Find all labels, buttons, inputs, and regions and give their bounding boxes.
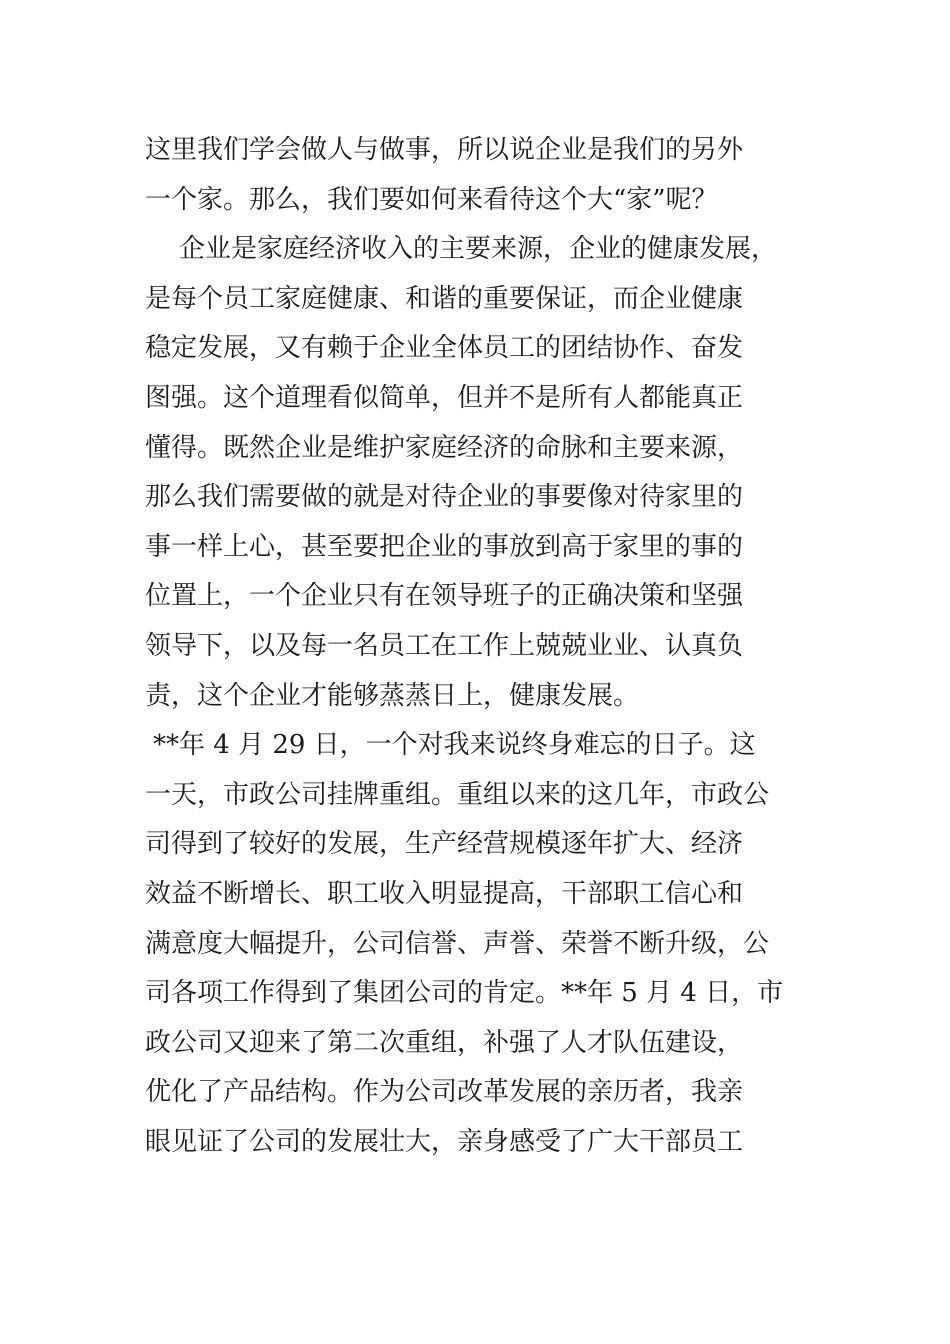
body-text [145, 126, 835, 1167]
text-line: 司得到了较好的发展，生产经营规模逐年扩大、经济 [145, 829, 744, 860]
paragraph-2 [145, 225, 835, 721]
text-line: 是每个员工家庭健康、和谐的重要保证，而企业健康 [145, 283, 744, 314]
text-line: 位置上，一个企业只有在领导班子的正确决策和坚强 [145, 581, 744, 612]
text-line: 效益不断增长、职工收入明显提高，干部职工信心和 [145, 878, 744, 909]
text-line: 一天，市政公司挂牌重组。重组以来的这几年，市政公 [145, 779, 770, 810]
text-line: 事一样上心，甚至要把企业的事放到高于家里的事的 [145, 531, 744, 562]
text-line: 领导下，以及每一名员工在工作上兢兢业业、认真负 [145, 630, 744, 661]
text-line: 眼见证了公司的发展壮大，亲身感受了广大干部员工 [145, 1126, 744, 1157]
text-line: 责，这个企业才能够蒸蒸日上，健康发展。 [145, 680, 640, 711]
text-line: 稳定发展，又有赖于企业全体员工的团结协作、奋发 [145, 333, 744, 364]
text-line: 企业是家庭经济收入的主要来源，企业的健康发展， [179, 234, 778, 265]
text-line: 一个家。那么，我们要如何来看待这个大“家”呢？ [145, 184, 718, 215]
text-line: 图强。这个道理看似简单，但并不是所有人都能真正 [145, 382, 744, 413]
text-line: 那么我们需要做的就是对待企业的事要像对待家里的 [145, 482, 744, 513]
text-line: 懂得。既然企业是维护家庭经济的命脉和主要来源， [145, 432, 744, 463]
text-line: 司各项工作得到了集团公司的肯定。**年 5 月 4 日，市 [145, 978, 784, 1009]
text-line: 这里我们学会做人与做事，所以说企业是我们的另外 [145, 135, 744, 165]
text-line: 满意度大幅提升，公司信誉、声誉、荣誉不断升级，公 [145, 928, 770, 959]
paragraph-1 [145, 126, 835, 225]
text-line: 政公司又迎来了第二次重组，补强了人才队伍建设， [145, 1027, 744, 1058]
paragraph-3 [145, 721, 835, 1167]
text-line: **年 4 月 29 日，一个对我来说终身难忘的日子。这 [153, 730, 756, 761]
text-line: 优化了产品结构。作为公司改革发展的亲历者，我亲 [145, 1077, 744, 1108]
